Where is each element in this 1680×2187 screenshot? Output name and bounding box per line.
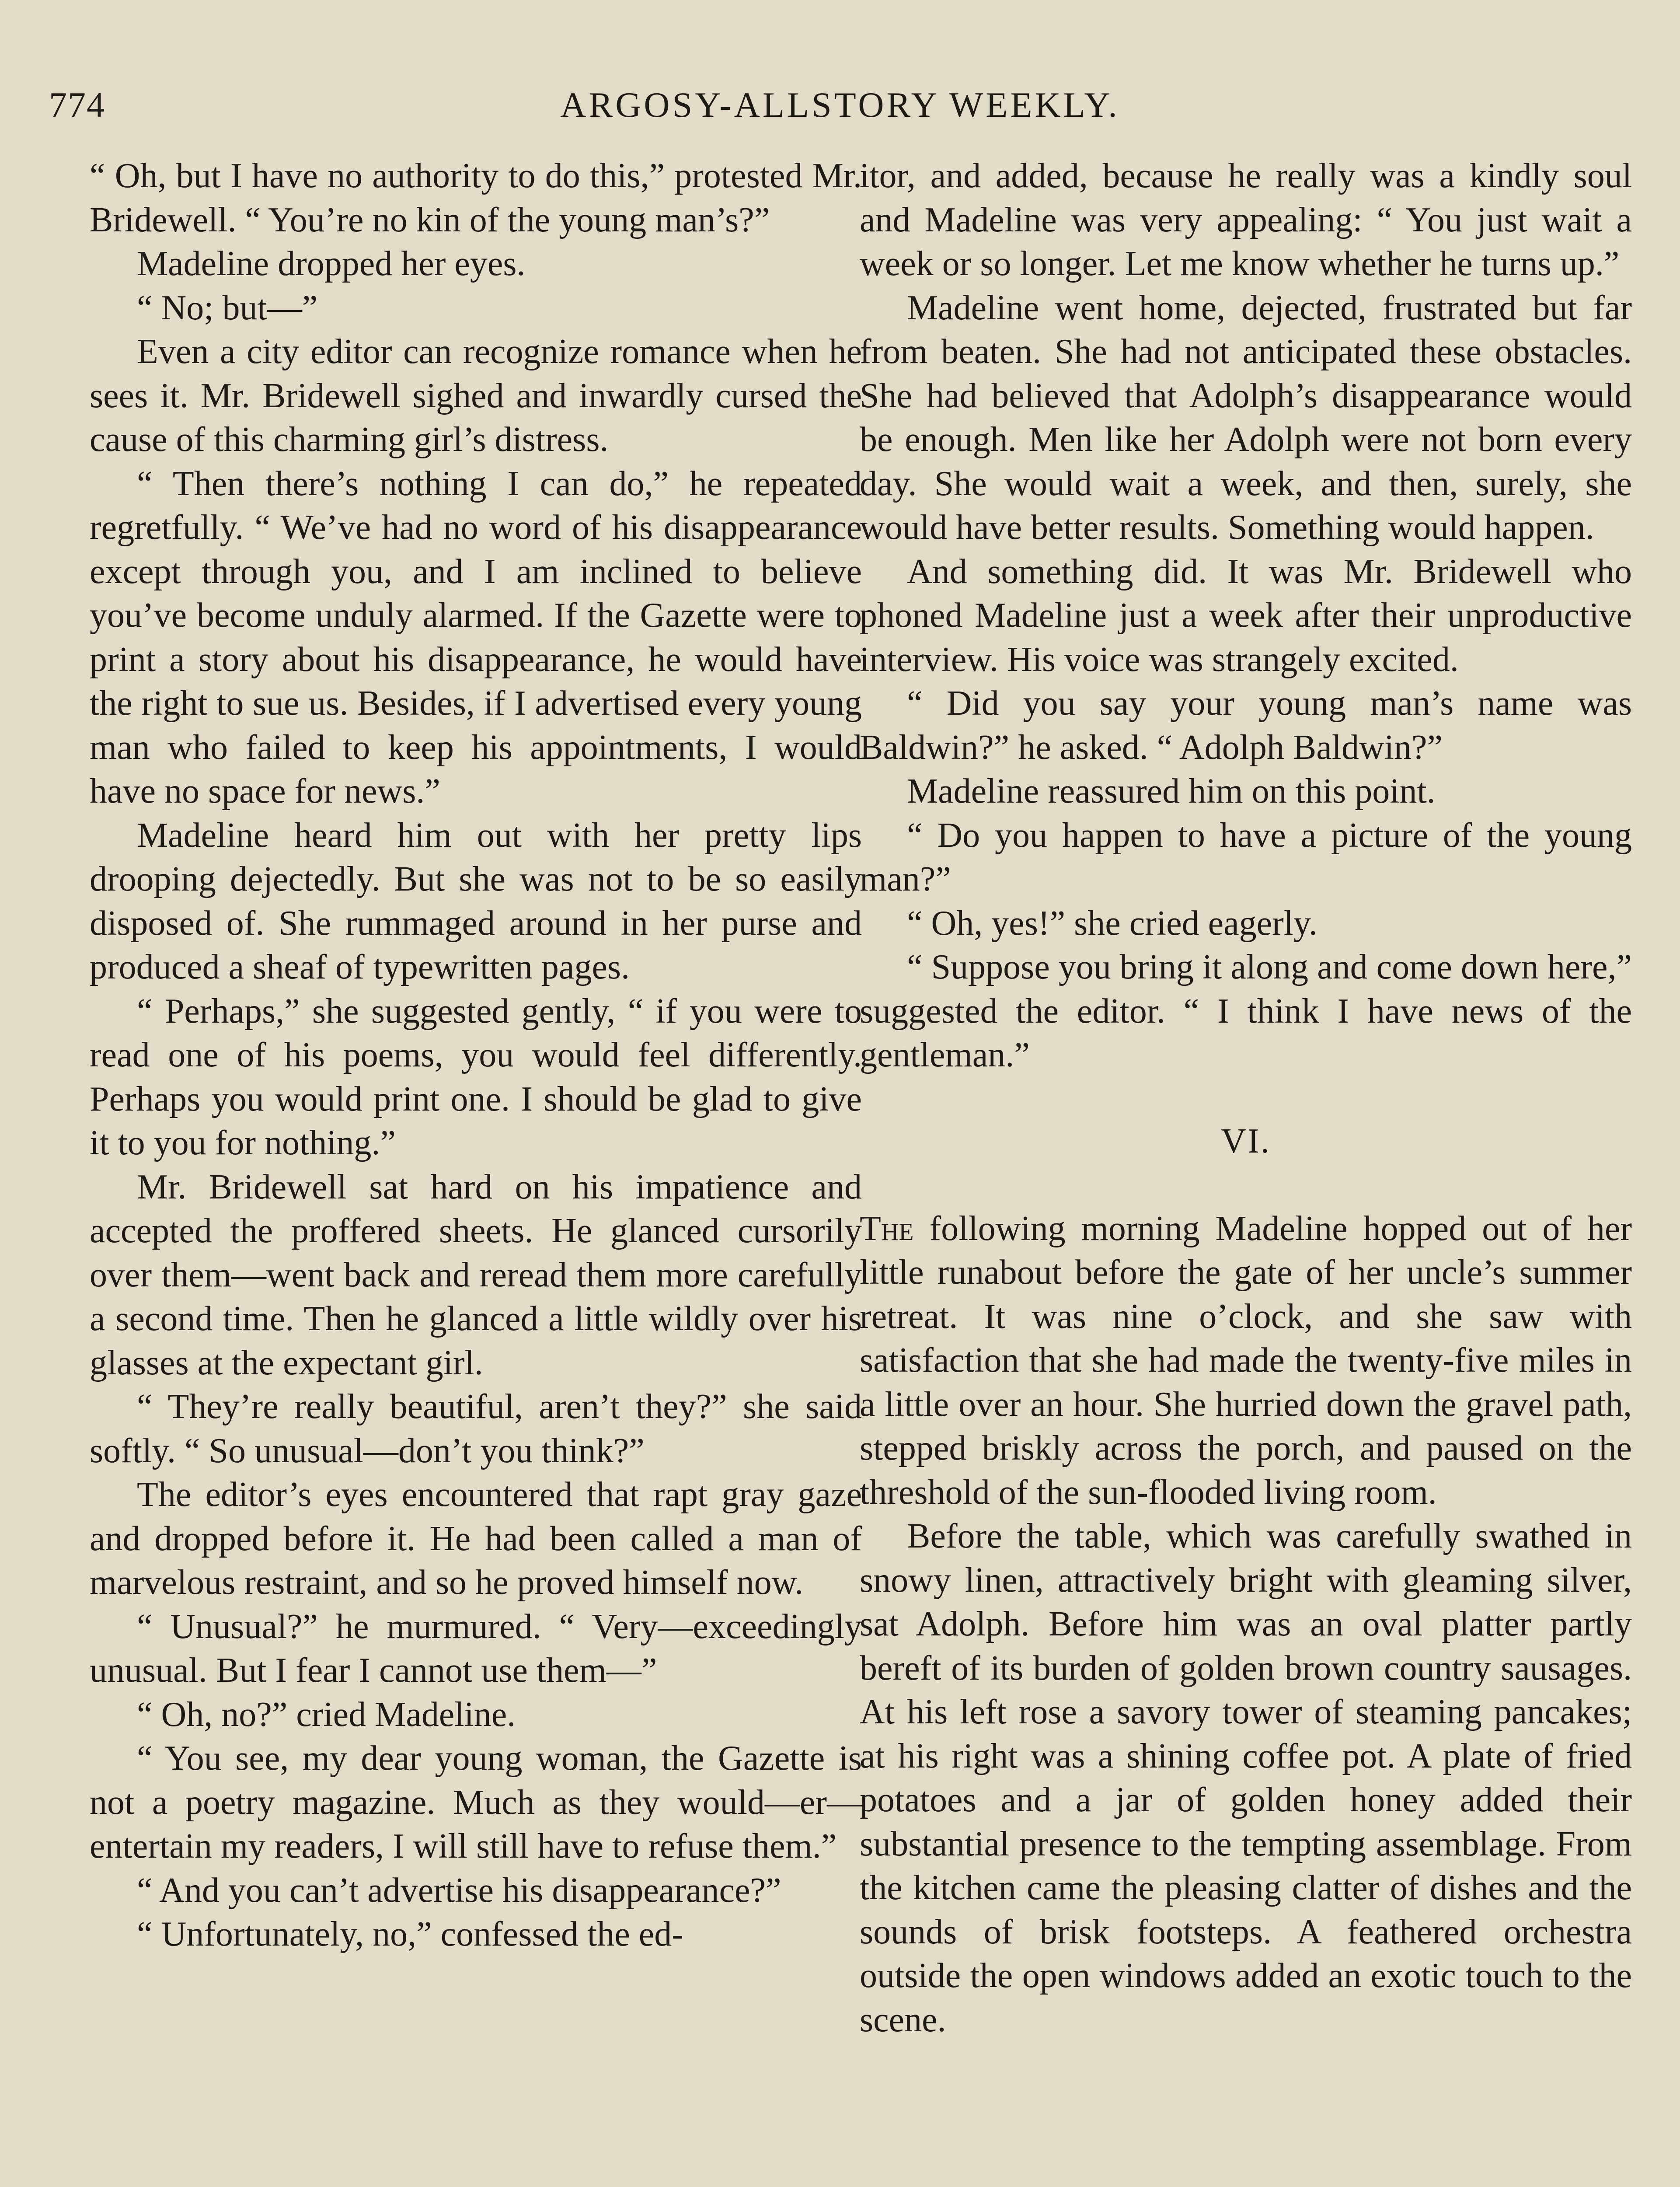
paragraph: Madeline reassured him on this point. xyxy=(907,772,1436,811)
paragraph: “ Perhaps,” she suggested gently, “ if you were to read one of his poems, you would feel differently. Perhaps you would print one. I should be glad to give it to you for nothing.” xyxy=(90,992,862,1162)
running-head: ARGOSY-ALLSTORY WEEKLY. xyxy=(560,85,1120,125)
paragraph: “ Oh, but I have no authority to do this,” protested Mr. Bridewell. “ You’re no kin of the young man’s?” xyxy=(90,157,862,239)
page-number: 774 xyxy=(49,85,105,125)
section-lead-word: The xyxy=(860,1209,914,1248)
paragraph: “ Suppose you bring it along and come down here,” suggested the editor. “ I think I have news of the gentleman.” xyxy=(860,948,1632,1074)
paragraph: “ Do you happen to have a picture of the young man?” xyxy=(860,816,1632,898)
paragraph: “ Did you say your young man’s name was Baldwin?” he asked. “ Adolph Baldwin?” xyxy=(860,684,1632,767)
paragraph: Even a city editor can recognize romance when he sees it. Mr. Bridewell sighed and inwardly cursed the cause of this charming girl’s distress. xyxy=(90,332,862,459)
paragraph: Mr. Bridewell sat hard on his impatience and accepted the proffered sheets. He glanced cursorily over them—went back and reread them more carefully a second time. Then he glanced a little wildly over his glasses at the expectant girl. xyxy=(90,1167,862,1382)
paragraph: “ Oh, yes!” she cried eagerly. xyxy=(907,904,1318,943)
paragraph: Madeline heard him out with her pretty lips drooping dejectedly. But she was not to be so easily disposed of. She rummaged around in her purse and produced a sheaf of typewritten pages. xyxy=(90,816,862,986)
paragraph xyxy=(860,1207,1632,1515)
paragraph: “ Unfortunately, no,” confessed the ed- xyxy=(137,1915,683,1953)
paragraph: “ Oh, no?” cried Madeline. xyxy=(137,1695,516,1734)
paragraph-text: following morning Madeline hopped out of her little runabout before the gate of her uncle’s summer retreat. It was nine o’clock, and she saw with satisfaction that she had made the twenty-five miles in a little over an hour. She hurried down the gravel path, stepped briskly across the porch, and paused on the threshold of the sun-flooded living room. xyxy=(860,1209,1632,1512)
paragraph: Madeline went home, dejected, frustrated but far from beaten. She had not anticipated these obstacles. She had believed that Adolph’s disappearance would be enough. Men like her Adolph were not born every day. She would wait a week, and then, surely, she would have better results. Something would happen. xyxy=(860,288,1632,547)
paragraph: “ No; but—” xyxy=(137,288,318,327)
paragraph: “ And you can’t advertise his disappearance?” xyxy=(137,1871,781,1910)
section-heading: VI. xyxy=(1221,1121,1271,1160)
paragraph: Madeline dropped her eyes. xyxy=(137,245,526,283)
paragraph: And something did. It was Mr. Bridewell who phoned Madeline just a week after their unproductive interview. His voice was strangely excited. xyxy=(860,552,1632,679)
paragraph: “ Then there’s nothing I can do,” he repeated regretfully. “ We’ve had no word of his disappearance except through you, and I am inclined to believe you’ve become unduly alarmed. If the Gazette were to print a story about his disappearance, he would have the right to sue us. Besides, if I advertised every young man who failed to keep his appointments, I would have no space for news.” xyxy=(90,464,862,811)
paragraph: “ You see, my dear young woman, the Gazette is not a poetry magazine. Much as they would—er—entertain my readers, I will still have to refuse them.” xyxy=(90,1739,862,1866)
page-header xyxy=(0,83,1680,131)
paragraph: itor, and added, because he really was a kindly soul and Madeline was very appealing: “ You just wait a week or so longer. Let me know whether he turns up.” xyxy=(860,157,1632,283)
left-column xyxy=(90,154,862,1956)
paragraph: Before the table, which was carefully swathed in snowy linen, attractively bright with gleaming silver, sat Adolph. Before him was an oval platter partly bereft of its burden of golden brown country sausages. At his left rose a savory tower of steaming pancakes; at his right was a shining coffee pot. A plate of fried potatoes and a jar of golden honey added their substantial presence to the tempting assemblage. From the kitchen came the pleasing clatter of dishes and the sounds of brisk footsteps. A feathered orchestra outside the open windows added an exotic touch to the scene. xyxy=(860,1517,1632,2039)
paragraph: The editor’s eyes encountered that rapt gray gaze and dropped before it. He had been called a man of marvelous restraint, and so he proved himself now. xyxy=(90,1475,862,1602)
paragraph: “ They’re really beautiful, aren’t they?” she said softly. “ So unusual—don’t you think?” xyxy=(90,1387,862,1470)
paragraph: “ Unusual?” he murmured. “ Very—exceedingly unusual. But I fear I cannot use them—” xyxy=(90,1607,862,1690)
right-column xyxy=(860,154,1632,2042)
